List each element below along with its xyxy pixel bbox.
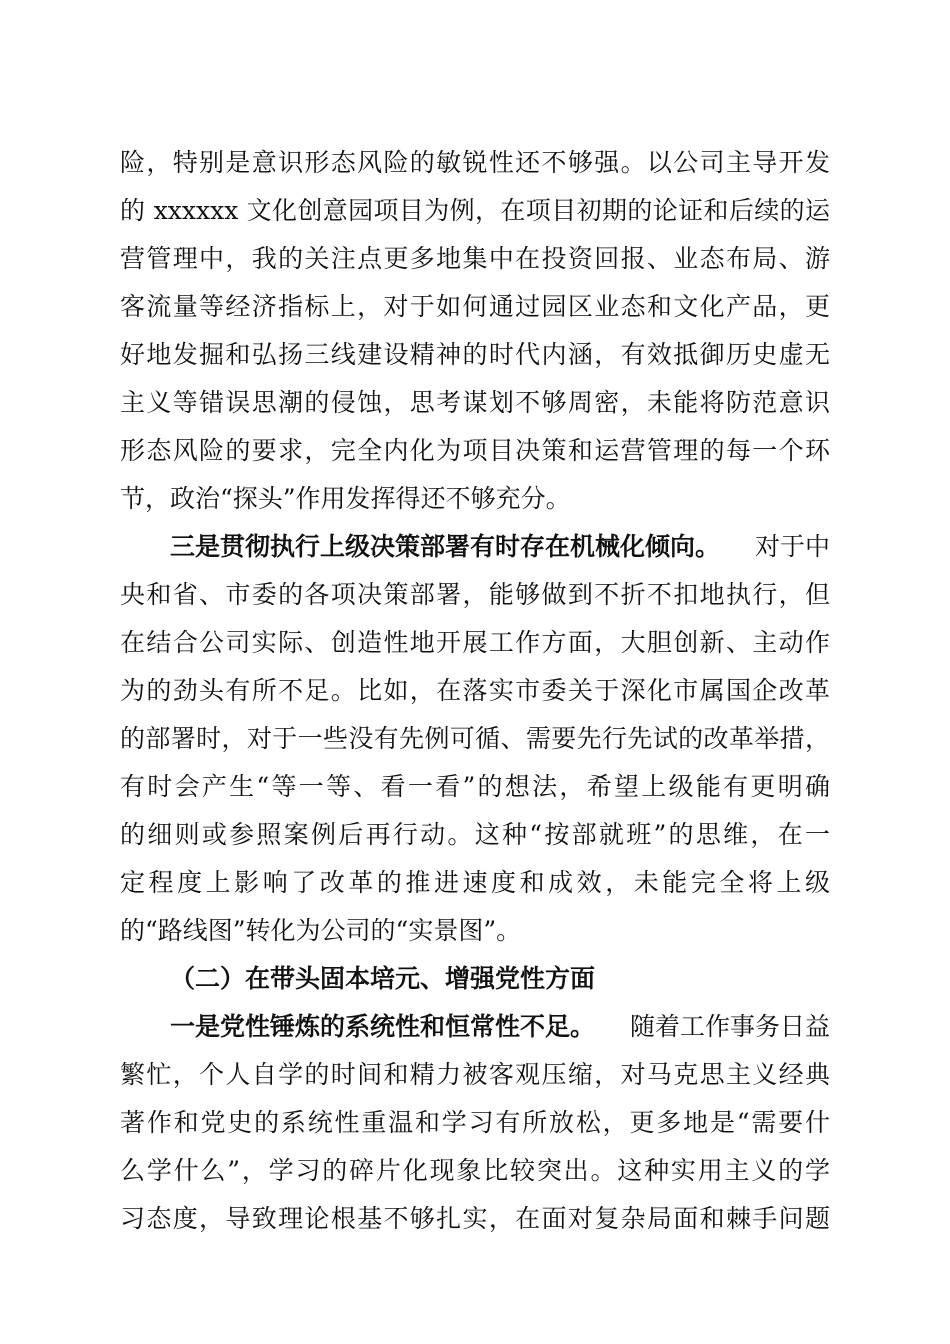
paragraph-3-line-5: 习态度，导致理论根基不够扎实，在面对复杂局面和棘手问题: [120, 1204, 830, 1233]
paragraph-1-line-2: 的 xxxxxx 文化创意园项目为例，在项目初期的论证和后续的运: [120, 196, 830, 225]
paragraph-3-line-1: [170, 1007, 830, 1047]
paragraph-2-line-8: 定程度上影响了改革的推进速度和成效，未能完全将上级: [120, 868, 830, 897]
paragraph-2-line-7: 的细则或参照案例后再行动。这种“按部就班”的思维，在一: [120, 820, 830, 849]
paragraph-3-heading: 一是党性锤炼的系统性和恒常性不足。: [170, 1012, 596, 1041]
paragraph-2-line-5: 的部署时，对于一些没有先例可循、需要先行先试的改革举措，: [120, 724, 830, 753]
paragraph-1-line-4: 客流量等经济指标上，对于如何通过园区业态和文化产品，更: [120, 292, 830, 321]
paragraph-2-line-6: 有时会产生“等一等、看一看”的想法，希望上级能有更明确: [120, 772, 830, 801]
paragraph-2-line-1: [170, 527, 830, 567]
section-heading: （二）在带头固本培元、增强党性方面: [170, 964, 596, 993]
paragraph-2-line-4: 为的劲头有所不足。比如，在落实市委关于深化市属国企改革: [120, 676, 830, 705]
paragraph-3-line-3: 著作和党史的系统性重温和学习有所放松，更多地是“需要什: [120, 1108, 830, 1137]
paragraph-3-line-1-rest: 随着工作事务日益: [629, 1012, 830, 1041]
paragraph-2-heading: 三是贯彻执行上级决策部署有时存在机械化倾向。: [170, 532, 721, 561]
paragraph-1-line-7: 形态风险的要求，完全内化为项目决策和运营管理的每一个环: [120, 436, 830, 465]
paragraph-2-line-1-rest: 对于中: [754, 532, 830, 561]
paragraph-1-line-8: 节，政治“探头”作用发挥得还不够充分。: [120, 484, 571, 513]
paragraph-2-line-3: 在结合公司实际、创造性地开展工作方面，大胆创新、主动作: [120, 628, 830, 657]
paragraph-3-line-4: 么学什么”，学习的碎片化现象比较突出。这种实用主义的学: [120, 1156, 830, 1185]
paragraph-1-line-1: 险，特别是意识形态风险的敏锐性还不够强。以公司主导开发: [120, 148, 830, 177]
paragraph-2-line-2: 央和省、市委的各项决策部署，能够做到不折不扣地执行，但: [120, 580, 830, 609]
paragraph-1-line-3: 营管理中，我的关注点更多地集中在投资回报、业态布局、游: [120, 244, 830, 273]
paragraph-2-line-9: 的“路线图”转化为公司的“实景图”。: [120, 916, 522, 945]
paragraph-3-line-2: 繁忙，个人自学的时间和精力被客观压缩，对马克思主义经典: [120, 1060, 830, 1089]
paragraph-1-line-6: 主义等错误思潮的侵蚀，思考谋划不够周密，未能将防范意识: [120, 388, 830, 417]
paragraph-1-line-5: 好地发掘和弘扬三线建设精神的时代内涵，有效抵御历史虚无: [120, 340, 830, 369]
